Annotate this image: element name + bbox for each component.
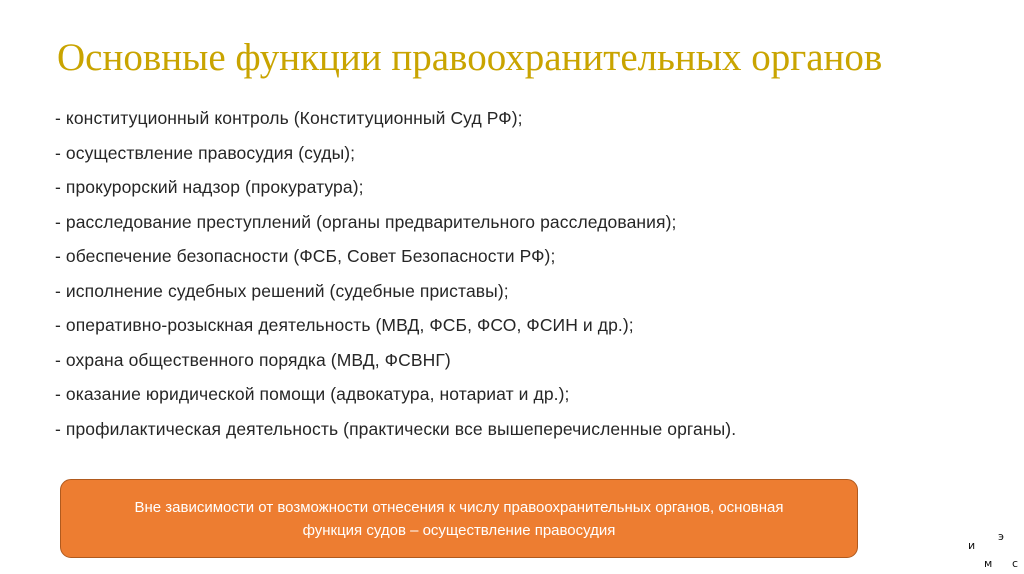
callout-text	[134, 496, 783, 542]
callout-box	[60, 479, 858, 558]
list-item: - прокурорский надзор (прокуратура);	[55, 177, 364, 197]
list-item: - осуществление правосудия (суды);	[55, 142, 356, 163]
list-item: - конституционный контроль (Конституционный Суд РФ);	[55, 108, 523, 128]
imes-logo	[962, 530, 1022, 570]
slide-title: Основные функции правоохранительных органов	[57, 36, 883, 79]
list-item: - исполнение судебных решений (судебные приставы);	[55, 280, 509, 301]
list-item: - расследование преступлений (органы предварительного расследования);	[55, 211, 677, 232]
callout-line-1: Вне зависимости от возможности отнесения к числу правоохранительных органов, основная	[134, 498, 784, 516]
list-item: - охрана общественного порядка (МВД, ФСВНГ)	[55, 349, 451, 370]
list-item: - оказание юридической помощи (адвокатура, нотариат и др.);	[55, 384, 570, 404]
callout-line-2: функция судов – осуществление правосудия	[302, 521, 616, 539]
logo-letter: э	[998, 530, 1005, 543]
list-item: - обеспечение безопасности (ФСБ, Совет Безопасности РФ);	[55, 246, 556, 266]
functions-list	[55, 101, 955, 446]
list-item: - оперативно-розыскная деятельность (МВД, ФСБ, ФСО, ФСИН и др.);	[55, 315, 634, 335]
list-item: - профилактическая деятельность (практически все вышеперечисленные органы).	[55, 418, 737, 439]
logo-letter: с	[1012, 557, 1019, 570]
logo-letter: м	[984, 557, 993, 570]
logo-letter: и	[968, 539, 976, 552]
